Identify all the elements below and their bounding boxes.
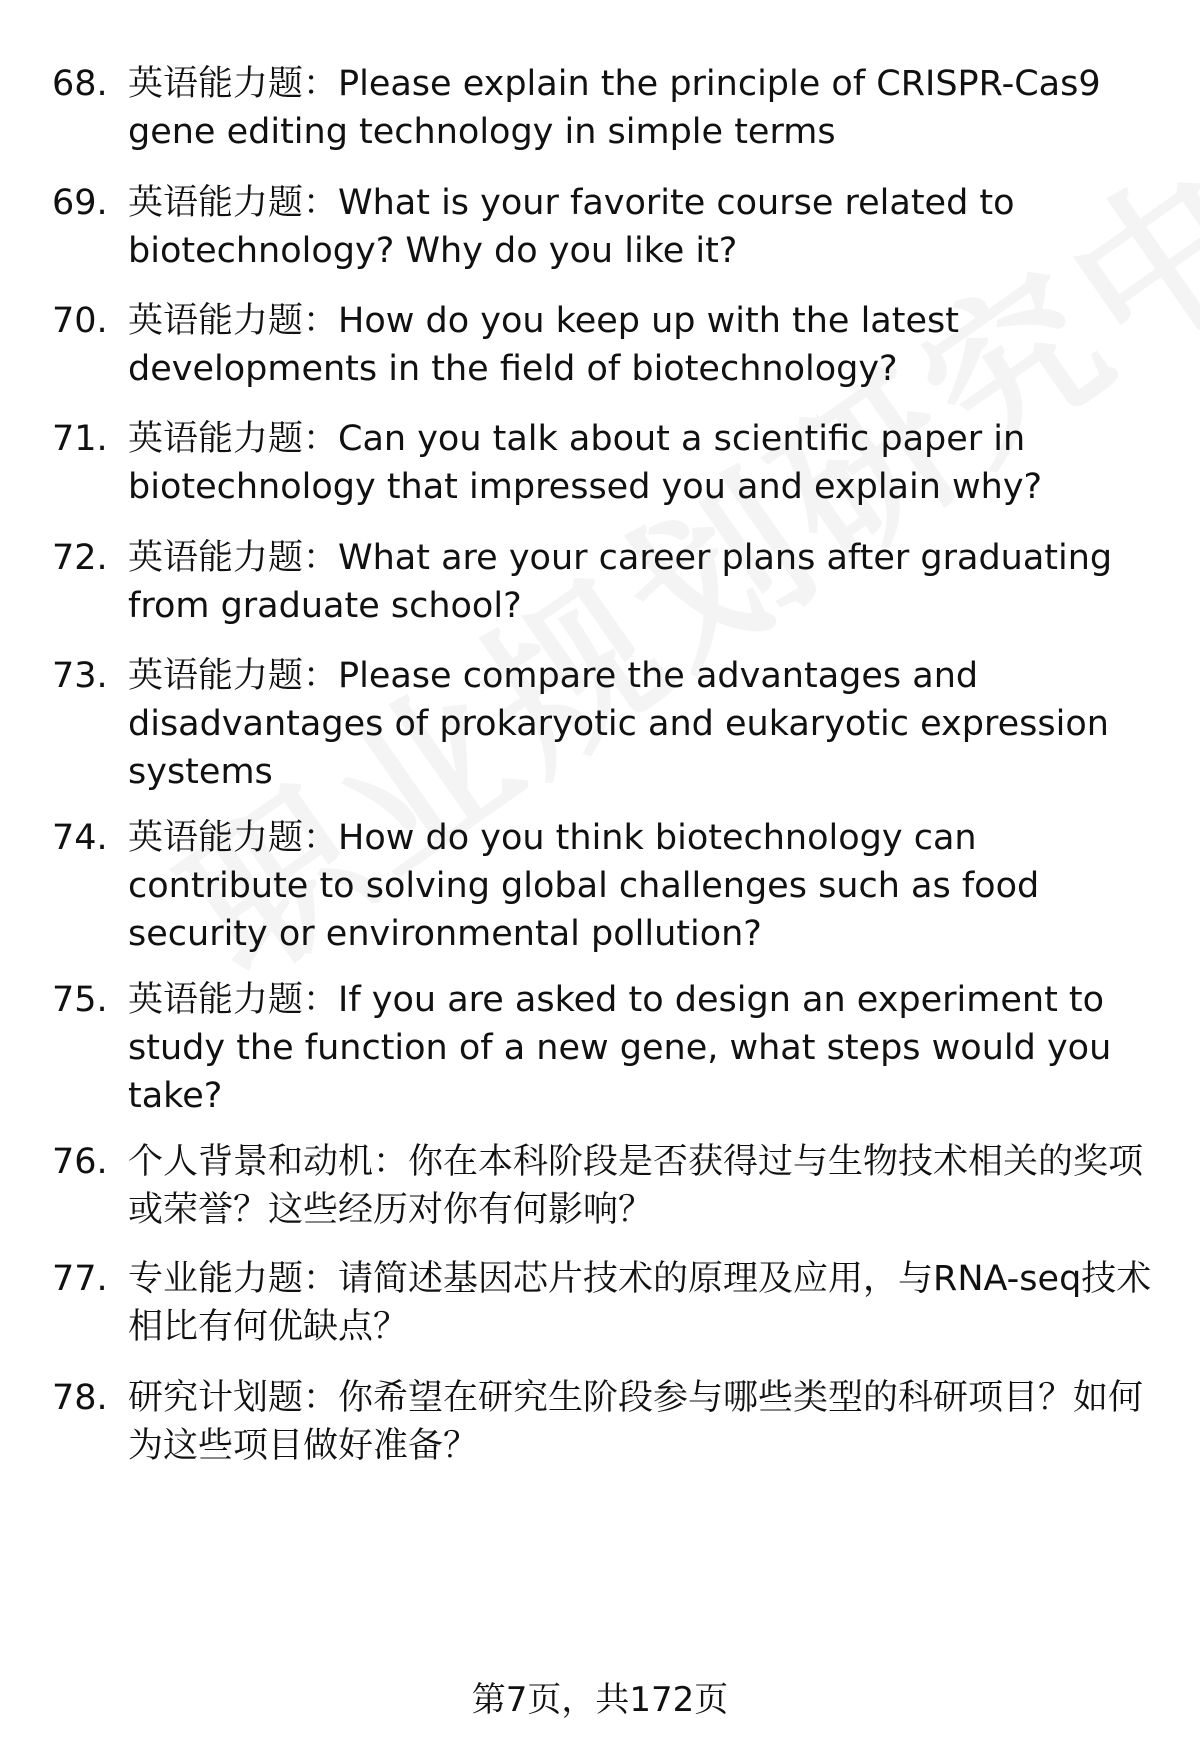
question-number: 75. xyxy=(52,980,108,1020)
question-number: 71. xyxy=(52,419,108,459)
question-text: 专业能力题：请简述基因芯片技术的原理及应用，与RNA-seq技术相比有何优缺点？ xyxy=(128,1259,1152,1347)
question-text: 英语能力题：What are your career plans after graduating from graduate school? xyxy=(128,538,1113,626)
question-number: 69. xyxy=(52,183,108,223)
question-number: 74. xyxy=(52,818,108,858)
page-footer: 第7页，共172页 xyxy=(471,1680,729,1720)
question-number: 72. xyxy=(52,538,108,578)
question-number: 78. xyxy=(52,1378,108,1418)
question-text: 英语能力题：Please compare the advantages and disadvantages of prokaryotic and eukaryotic expression systems xyxy=(128,656,1109,792)
question-text: 研究计划题：你希望在研究生阶段参与哪些类型的科研项目？如何为这些项目做好准备？ xyxy=(128,1378,1144,1466)
question-text: 英语能力题：If you are asked to design an experiment to study the function of a new gene, what steps would you take? xyxy=(128,980,1112,1116)
question-number: 70. xyxy=(52,301,108,341)
question-text: 英语能力题：How do you think biotechnology can contribute to solving global challenges such as food security or environmental pollution? xyxy=(128,818,1040,954)
question-text: 英语能力题：What is your favorite course related to biotechnology? Why do you like it? xyxy=(128,183,1015,271)
question-number: 68. xyxy=(52,64,108,104)
question-text: 英语能力题：Can you talk about a scientific paper in biotechnology that impressed you and explain why? xyxy=(128,419,1043,507)
question-text: 英语能力题：Please explain the principle of CRISPR-Cas9 gene editing technology in simple terms xyxy=(128,64,1101,152)
question-number: 73. xyxy=(52,656,108,696)
question-text: 个人背景和动机：你在本科阶段是否获得过与生物技术相关的奖项或荣誉？这些经历对你有何影响？ xyxy=(128,1142,1144,1230)
question-text: 英语能力题：How do you keep up with the latest developments in the field of biotechnology? xyxy=(128,301,959,389)
question-number: 76. xyxy=(52,1142,108,1182)
question-number: 77. xyxy=(52,1259,108,1299)
